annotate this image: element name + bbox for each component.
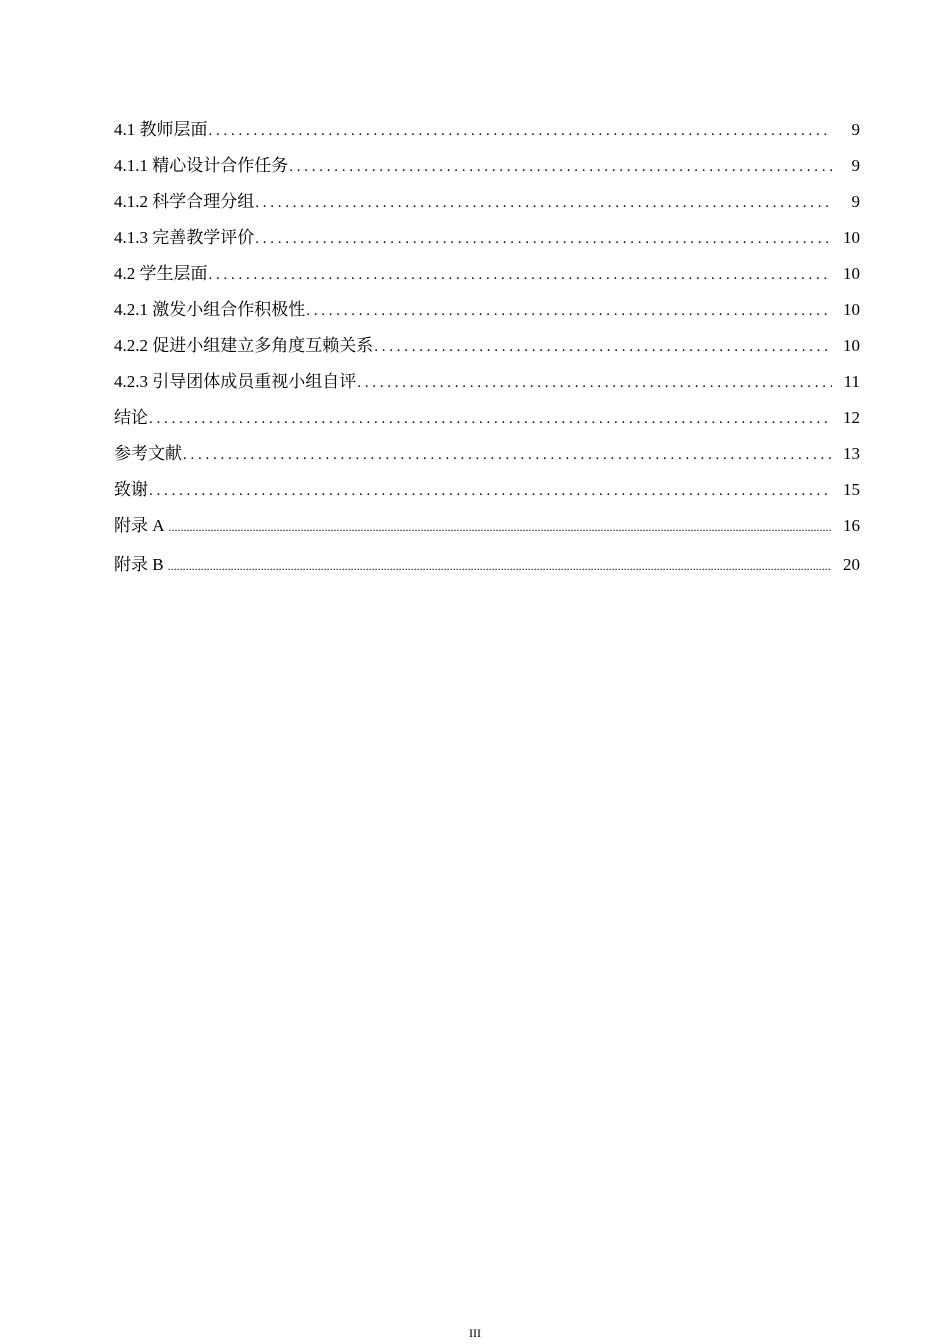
toc-entry-title: 4.2.1 激发小组合作积极性 xyxy=(114,300,306,319)
toc-entry-4-2-2[interactable] xyxy=(114,334,860,370)
dot-leader xyxy=(168,554,831,578)
toc-entry-title: 4.2.3 引导团体成员重视小组自评 xyxy=(114,372,357,391)
toc-entry-appendix-a[interactable] xyxy=(114,514,860,550)
toc-entry-4-1-3[interactable] xyxy=(114,226,860,262)
toc-entry-title: 致谢 xyxy=(114,480,148,499)
dot-leader xyxy=(289,155,832,179)
toc-entry-references[interactable] xyxy=(114,442,860,478)
toc-entry-page: 16 xyxy=(843,516,860,535)
toc-entry-title: 附录 B xyxy=(114,555,164,574)
dot-leader xyxy=(357,371,832,395)
toc-entry-title: 结论 xyxy=(114,408,148,427)
dot-leader xyxy=(149,479,832,503)
dot-leader xyxy=(374,335,832,359)
dot-leader xyxy=(209,263,833,287)
toc-entry-title: 4.2 学生层面 xyxy=(114,264,208,283)
toc-entry-page: 10 xyxy=(843,264,860,283)
dot-leader xyxy=(183,443,832,467)
toc-entry-title: 参考文献 xyxy=(114,444,182,463)
dot-leader xyxy=(306,299,832,323)
toc-entry-4-1-1[interactable] xyxy=(114,154,860,190)
toc-entry-page: 9 xyxy=(851,192,860,211)
dot-leader xyxy=(169,515,831,539)
toc-entry-page: 15 xyxy=(843,480,860,499)
toc-entry-4-1-2[interactable] xyxy=(114,190,860,226)
toc-entry-4-2[interactable] xyxy=(114,262,860,298)
toc-entry-conclusion[interactable] xyxy=(114,406,860,442)
toc-entry-title: 4.2.2 促进小组建立多角度互赖关系 xyxy=(114,336,374,355)
toc-entry-page: 9 xyxy=(851,120,860,139)
toc-entry-4-2-3[interactable] xyxy=(114,370,860,406)
toc-entry-title: 4.1.2 科学合理分组 xyxy=(114,192,255,211)
toc-entry-page: 11 xyxy=(843,372,860,391)
toc-entry-page: 13 xyxy=(843,444,860,463)
toc-entry-title: 4.1 教师层面 xyxy=(114,120,208,139)
toc-entry-page: 10 xyxy=(843,300,860,319)
toc-entry-page: 12 xyxy=(843,408,860,427)
page-number: III xyxy=(469,1326,481,1340)
dot-leader xyxy=(255,191,832,215)
toc-entry-title: 4.1.1 精心设计合作任务 xyxy=(114,156,289,175)
dot-leader xyxy=(209,119,833,143)
toc-entry-page: 9 xyxy=(851,156,860,175)
dot-leader xyxy=(149,407,832,431)
toc-entry-page: 20 xyxy=(843,555,860,574)
toc-entry-page: 10 xyxy=(843,228,860,247)
toc-entry-4-1[interactable] xyxy=(114,118,860,154)
toc-entry-appendix-b[interactable] xyxy=(114,553,860,589)
toc-entry-page: 10 xyxy=(843,336,860,355)
toc-entry-acknowledgements[interactable] xyxy=(114,478,860,514)
toc-entry-4-2-1[interactable] xyxy=(114,298,860,334)
toc-entry-title: 附录 A xyxy=(114,516,165,535)
toc-entry-title: 4.1.3 完善教学评价 xyxy=(114,228,255,247)
table-of-contents xyxy=(114,118,860,589)
dot-leader xyxy=(255,227,832,251)
